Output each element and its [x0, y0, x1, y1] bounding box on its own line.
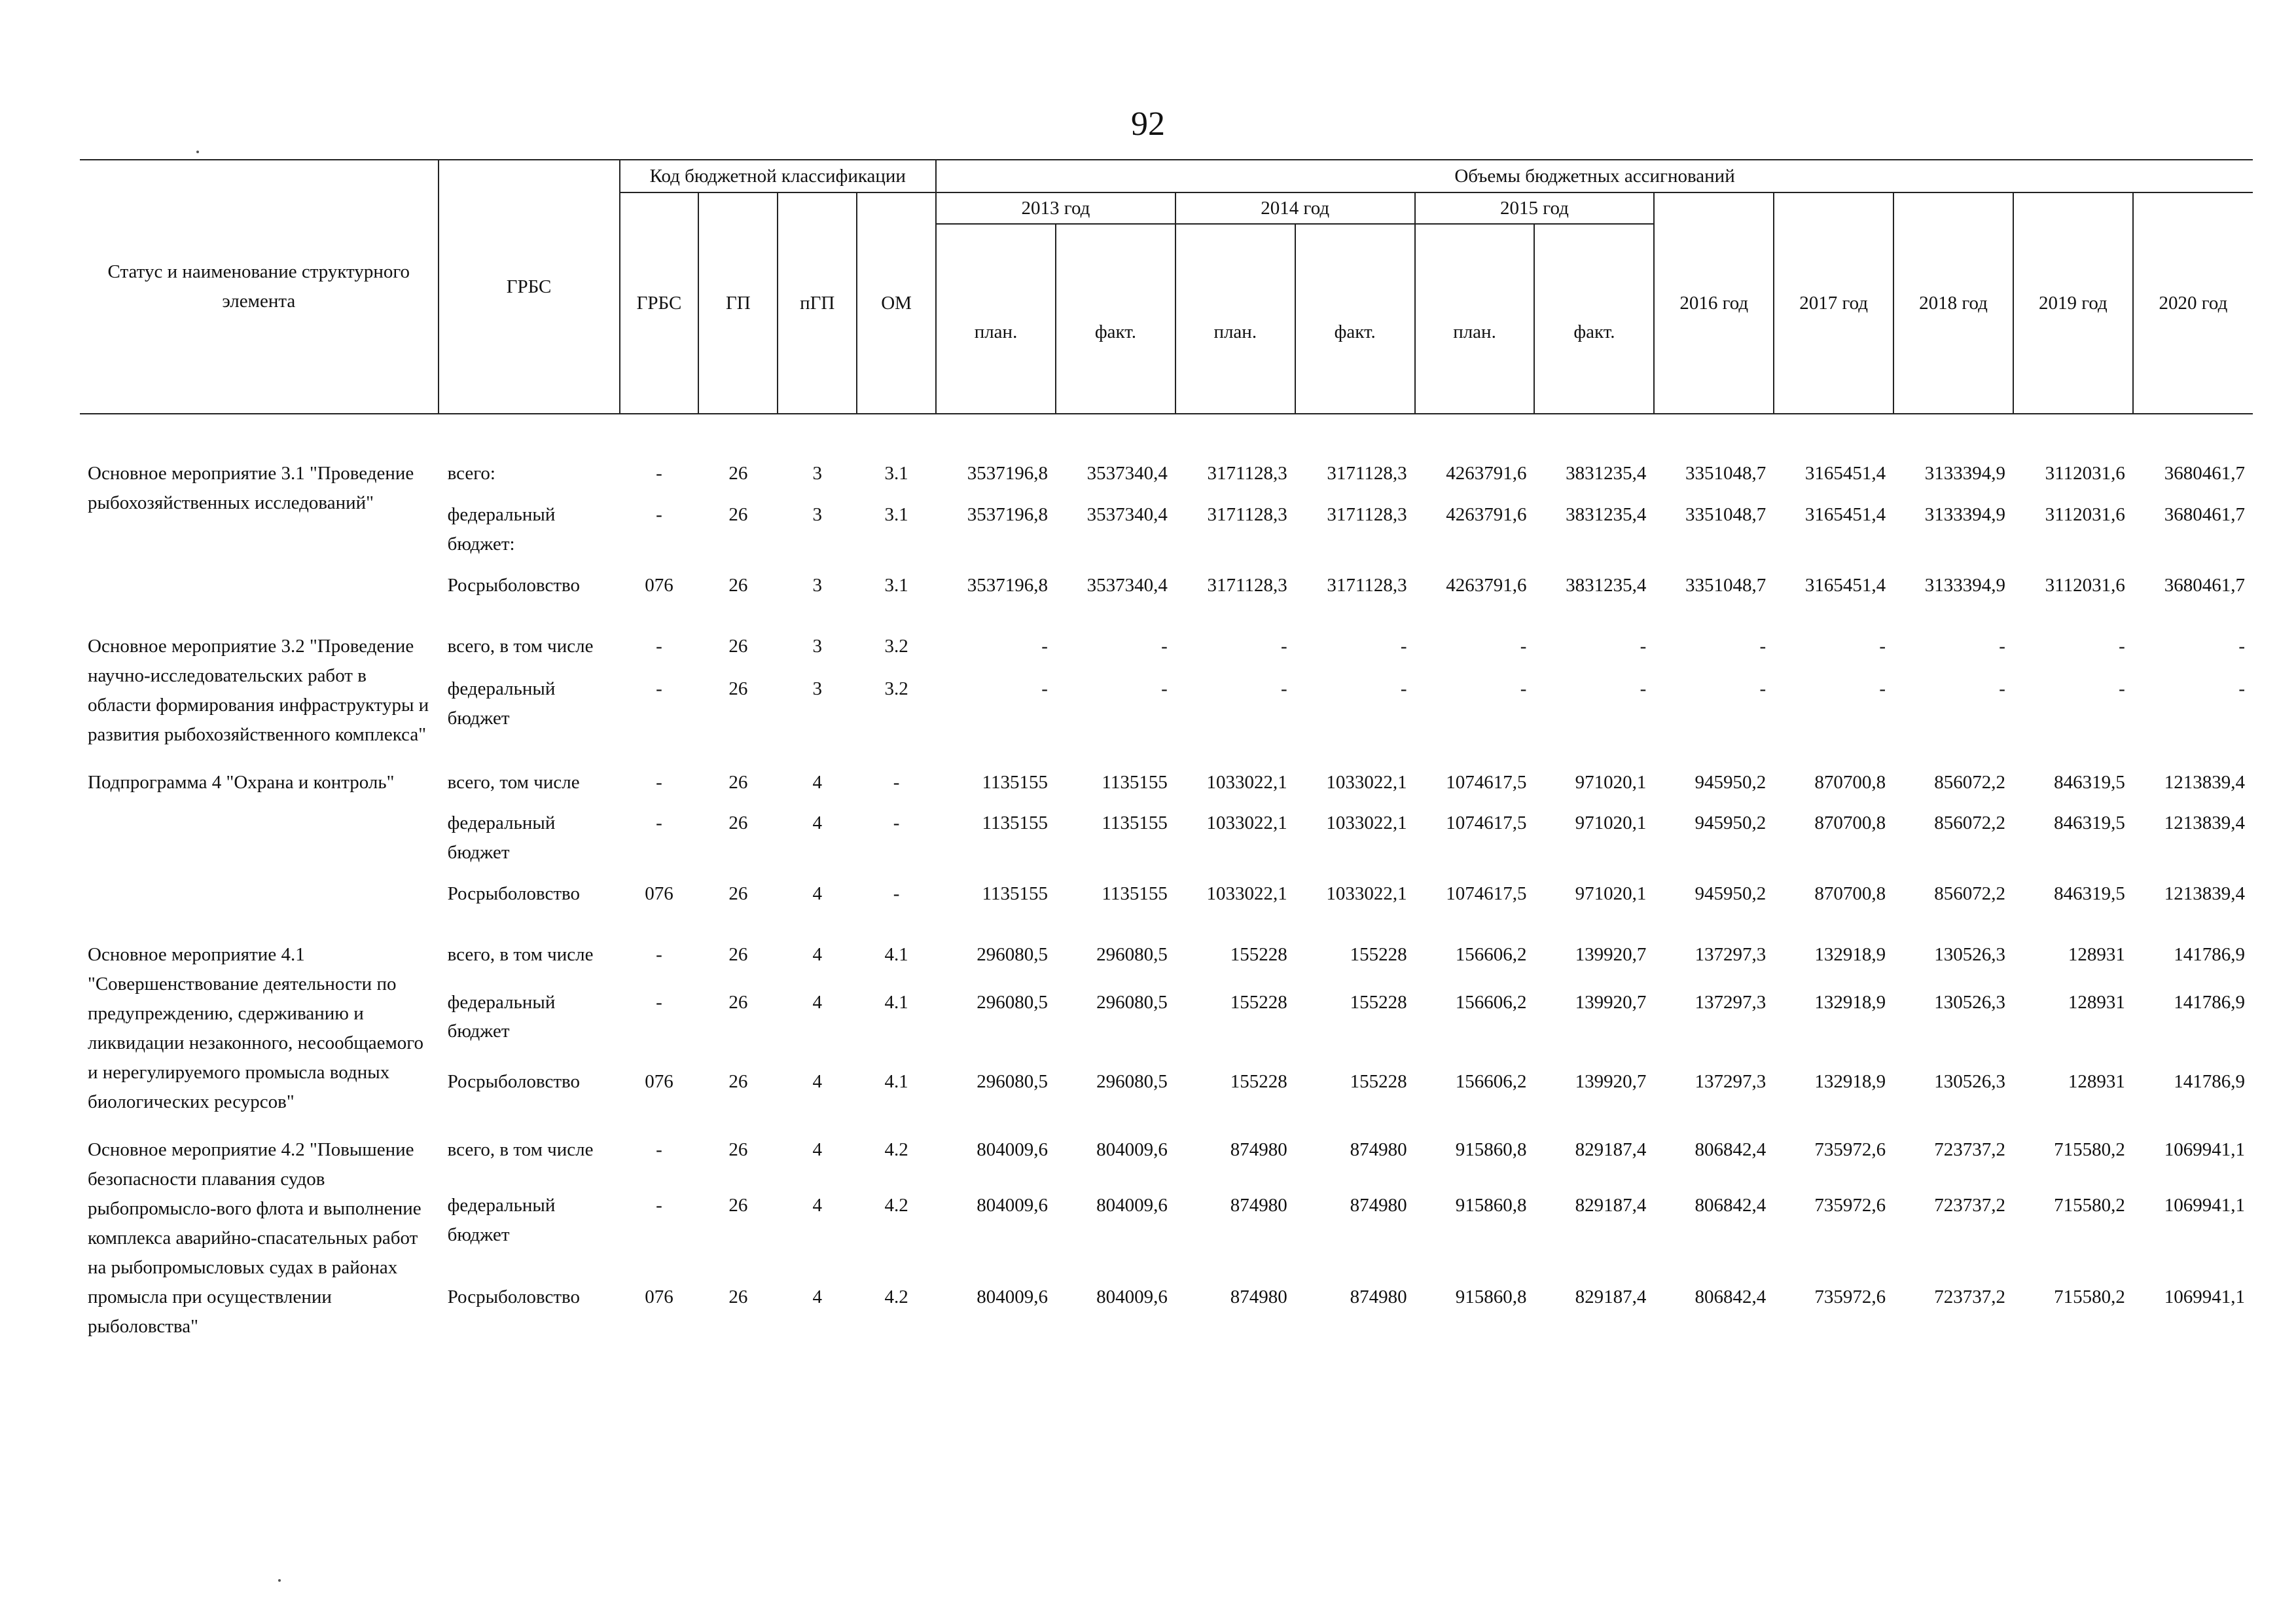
budget-value-cell: 874980 — [1350, 1286, 1407, 1307]
funding-source: федеральный бюджет — [447, 678, 556, 729]
kbk-grbs-cell: - — [656, 1194, 662, 1216]
budget-value-cell: 3165451,4 — [1804, 503, 1886, 525]
budget-value-cell: 1135155 — [1102, 771, 1168, 793]
header-2013-fact: факт. — [1056, 224, 1175, 414]
budget-value-cell: 3165451,4 — [1804, 574, 1886, 596]
header-year-2015: 2015 год — [1415, 192, 1655, 224]
budget-value-cell: 804009,6 — [1096, 1139, 1168, 1160]
budget-value-cell: 1033022,1 — [1326, 883, 1407, 905]
budget-value-cell: 870700,8 — [1814, 883, 1886, 905]
budget-value-cell: 715580,2 — [2054, 1139, 2125, 1160]
kbk-om-cell: 4.1 — [884, 991, 908, 1013]
budget-value-cell: 137297,3 — [1695, 944, 1767, 966]
budget-value-cell: 155228 — [1350, 991, 1407, 1013]
budget-value-cell: - — [1999, 635, 2005, 657]
budget-value-cell: 1074617,5 — [1446, 771, 1527, 793]
budget-value-cell: 804009,6 — [977, 1139, 1048, 1160]
budget-value-cell: 141786,9 — [2174, 1071, 2245, 1093]
kbk-om-cell: 4.1 — [884, 1071, 908, 1093]
kbk-gp-cell: 26 — [728, 1139, 748, 1160]
header-kbk-grbs: ГРБС — [620, 192, 699, 414]
budget-value-cell: 945950,2 — [1695, 771, 1767, 793]
header-year-2019: 2019 год — [2013, 192, 2133, 414]
budget-value-cell: 3171128,3 — [1327, 463, 1407, 484]
header-2015-plan: план. — [1415, 224, 1535, 414]
budget-value-cell: 3133394,9 — [1924, 574, 2005, 596]
budget-value-cell: 296080,5 — [977, 944, 1048, 966]
budget-value-cell: 132918,9 — [1814, 991, 1886, 1013]
kbk-om-cell: - — [893, 771, 900, 793]
budget-value-cell: 1135155 — [982, 812, 1048, 834]
kbk-grbs-cell: - — [656, 463, 662, 484]
budget-value-cell: 3112031,6 — [2045, 574, 2125, 596]
budget-value-cell: 874980 — [1350, 1194, 1407, 1216]
budget-value-cell: 806842,4 — [1695, 1139, 1767, 1160]
header-year-2013: 2013 год — [936, 192, 1175, 224]
budget-value-cell: - — [2119, 635, 2125, 657]
kbk-pgp-cell: 3 — [812, 574, 822, 596]
budget-value-cell: 155228 — [1350, 944, 1407, 966]
kbk-pgp-cell: 3 — [812, 463, 822, 484]
budget-value-cell: 735972,6 — [1814, 1139, 1886, 1160]
budget-value-cell: 130526,3 — [1934, 1071, 2005, 1093]
table-row — [80, 756, 2253, 804]
budget-value-cell: 132918,9 — [1814, 1071, 1886, 1093]
kbk-pgp-cell: 4 — [812, 944, 822, 966]
budget-value-cell: 804009,6 — [977, 1286, 1048, 1307]
budget-value-cell: - — [1281, 678, 1287, 700]
table-row — [80, 928, 2253, 982]
funding-source: всего, в том числе — [447, 944, 594, 966]
budget-value-cell: 846319,5 — [2054, 771, 2125, 793]
budget-value-cell: 829187,4 — [1575, 1139, 1647, 1160]
budget-value-cell: 155228 — [1230, 991, 1287, 1013]
funding-source: Росрыболовство — [447, 1071, 581, 1093]
budget-value-cell: 1135155 — [982, 771, 1048, 793]
kbk-grbs-cell: 076 — [645, 1286, 673, 1307]
budget-value-cell: 3831235,4 — [1566, 463, 1647, 484]
funding-source: федеральный бюджет — [447, 1194, 556, 1245]
structural-element-name: Основное мероприятие 4.2 "Повышение безопасности плавания судов рыбопромысло-вого флота и выполнение комплекса аварийно-спасательных работ на рыбопромысловых судах в районах промысла при осуществлении рыболовства" — [88, 1139, 422, 1337]
kbk-om-cell: - — [893, 812, 900, 834]
funding-source: всего, том числе — [447, 771, 580, 793]
budget-value-cell: 4263791,6 — [1446, 574, 1527, 596]
funding-source: всего: — [447, 463, 495, 484]
kbk-om-cell: 3.2 — [884, 635, 908, 657]
kbk-gp-cell: 26 — [728, 1071, 748, 1093]
table-row — [80, 620, 2253, 669]
budget-value-cell: 128931 — [2068, 944, 2125, 966]
kbk-pgp-cell: 4 — [812, 1286, 822, 1307]
kbk-pgp-cell: 4 — [812, 1139, 822, 1160]
budget-value-cell: 856072,2 — [1934, 883, 2005, 905]
budget-value-cell: - — [1999, 678, 2005, 700]
budget-value-cell: 3351048,7 — [1685, 463, 1767, 484]
budget-value-cell: - — [2238, 678, 2245, 700]
budget-value-cell: 156606,2 — [1455, 1071, 1527, 1093]
budget-value-cell: - — [1400, 678, 1407, 700]
budget-value-cell: - — [1281, 635, 1287, 657]
budget-value-cell: - — [1161, 635, 1168, 657]
budget-value-cell: 3171128,3 — [1207, 463, 1287, 484]
kbk-grbs-cell: - — [656, 944, 662, 966]
header-2014-plan: план. — [1175, 224, 1295, 414]
budget-value-cell: 128931 — [2068, 1071, 2125, 1093]
structural-element-name: Основное мероприятие 3.1 "Проведение рыбохозяйственных исследований" — [88, 463, 414, 513]
kbk-gp-cell: 26 — [728, 771, 748, 793]
budget-value-cell: - — [1400, 635, 1407, 657]
budget-value-cell: 971020,1 — [1575, 771, 1647, 793]
kbk-grbs-cell: 076 — [645, 883, 673, 905]
budget-value-cell: 139920,7 — [1575, 944, 1647, 966]
budget-value-cell: 4263791,6 — [1446, 503, 1527, 525]
kbk-pgp-cell: 4 — [812, 771, 822, 793]
budget-value-cell: 156606,2 — [1455, 991, 1527, 1013]
budget-value-cell: 915860,8 — [1455, 1286, 1527, 1307]
budget-value-cell: 870700,8 — [1814, 812, 1886, 834]
kbk-grbs-cell: - — [656, 1139, 662, 1160]
budget-value-cell: 846319,5 — [2054, 812, 2125, 834]
budget-value-cell: 945950,2 — [1695, 812, 1767, 834]
budget-value-cell: 296080,5 — [977, 1071, 1048, 1093]
budget-value-cell: - — [1879, 635, 1886, 657]
kbk-gp-cell: 26 — [728, 1194, 748, 1216]
budget-value-cell: 829187,4 — [1575, 1286, 1647, 1307]
budget-value-cell: 735972,6 — [1814, 1286, 1886, 1307]
budget-value-cell: 715580,2 — [2054, 1194, 2125, 1216]
header-2013-plan: план. — [936, 224, 1056, 414]
structural-element-name: Основное мероприятие 4.1 "Совершенствование деятельности по предупреждению, сдерживанию и ликвидации незаконного, несообщаемого и нерегулируемого промысла водных биологических ресурсов" — [88, 944, 423, 1112]
funding-source: федеральный бюджет — [447, 991, 556, 1042]
budget-value-cell: 1033022,1 — [1206, 771, 1287, 793]
budget-value-cell: 156606,2 — [1455, 944, 1527, 966]
budget-value-cell: 870700,8 — [1814, 771, 1886, 793]
budget-value-cell: 3133394,9 — [1924, 503, 2005, 525]
scan-speck — [278, 1579, 281, 1582]
budget-value-cell: 874980 — [1350, 1139, 1407, 1160]
structural-element-name: Подпрограмма 4 "Охрана и контроль" — [88, 771, 395, 793]
budget-value-cell: 1069941,1 — [2164, 1194, 2245, 1216]
kbk-gp-cell: 26 — [728, 883, 748, 905]
kbk-om-cell: 4.1 — [884, 944, 908, 966]
budget-value-cell: 856072,2 — [1934, 771, 2005, 793]
budget-value-cell: 915860,8 — [1455, 1139, 1527, 1160]
budget-value-cell: 3171128,3 — [1207, 574, 1287, 596]
budget-value-cell: 1033022,1 — [1326, 812, 1407, 834]
budget-value-cell: 874980 — [1230, 1286, 1287, 1307]
funding-source: Росрыболовство — [447, 1286, 581, 1307]
kbk-pgp-cell: 3 — [812, 503, 822, 525]
budget-value-cell: 296080,5 — [1096, 944, 1168, 966]
kbk-grbs-cell: - — [656, 771, 662, 793]
budget-value-cell: - — [1640, 635, 1647, 657]
budget-value-cell: 3680461,7 — [2164, 503, 2245, 525]
budget-value-cell: 130526,3 — [1934, 944, 2005, 966]
funding-source: Росрыболовство — [447, 574, 581, 596]
budget-value-cell: 3537196,8 — [967, 503, 1048, 525]
budget-value-cell: 3831235,4 — [1566, 503, 1647, 525]
budget-value-cell: 856072,2 — [1934, 812, 2005, 834]
budget-value-cell: 3112031,6 — [2045, 463, 2125, 484]
budget-value-cell: - — [1879, 678, 1886, 700]
header-year-2018: 2018 год — [1893, 192, 2013, 414]
header-kbk-pgp: пГП — [778, 192, 857, 414]
kbk-grbs-cell: 076 — [645, 574, 673, 596]
kbk-gp-cell: 26 — [728, 1286, 748, 1307]
budget-value-cell: 1074617,5 — [1446, 812, 1527, 834]
budget-value-cell: 132918,9 — [1814, 944, 1886, 966]
funding-source: всего, в том числе — [447, 635, 594, 657]
header-kbk-om: ОМ — [857, 192, 936, 414]
budget-value-cell: - — [1041, 678, 1048, 700]
budget-value-cell: 1135155 — [982, 883, 1048, 905]
budget-value-cell: 806842,4 — [1695, 1194, 1767, 1216]
kbk-gp-cell: 26 — [728, 503, 748, 525]
budget-value-cell: 141786,9 — [2174, 991, 2245, 1013]
budget-value-cell: 130526,3 — [1934, 991, 2005, 1013]
scan-speck — [196, 151, 199, 153]
budget-value-cell: 1213839,4 — [2164, 771, 2245, 793]
kbk-pgp-cell: 4 — [812, 991, 822, 1013]
budget-value-cell: 296080,5 — [977, 991, 1048, 1013]
budget-value-cell: 806842,4 — [1695, 1286, 1767, 1307]
budget-value-cell: 1213839,4 — [2164, 812, 2245, 834]
budget-value-cell: 137297,3 — [1695, 1071, 1767, 1093]
kbk-pgp-cell: 4 — [812, 1194, 822, 1216]
budget-value-cell: 971020,1 — [1575, 883, 1647, 905]
header-year-2014: 2014 год — [1175, 192, 1415, 224]
budget-value-cell: 3112031,6 — [2045, 503, 2125, 525]
budget-value-cell: 1069941,1 — [2164, 1139, 2245, 1160]
header-2015-fact: факт. — [1534, 224, 1654, 414]
budget-table — [80, 159, 2253, 1347]
header-volumes-group: Объемы бюджетных ассигнований — [936, 160, 2253, 192]
kbk-om-cell: 3.1 — [884, 574, 908, 596]
budget-value-cell: 723737,2 — [1934, 1194, 2005, 1216]
budget-value-cell: 915860,8 — [1455, 1194, 1527, 1216]
budget-value-cell: 1135155 — [1102, 883, 1168, 905]
budget-value-cell: 3831235,4 — [1566, 574, 1647, 596]
structural-element-name: Основное мероприятие 3.2 "Проведение научно-исследовательских работ в области формирования инфраструктуры и развития рыбохозяйственного комплекса" — [88, 635, 429, 745]
budget-value-cell: - — [1520, 678, 1527, 700]
kbk-pgp-cell: 3 — [812, 678, 822, 700]
header-year-2020: 2020 год — [2133, 192, 2253, 414]
kbk-om-cell: 4.2 — [884, 1139, 908, 1160]
budget-value-cell: 804009,6 — [977, 1194, 1048, 1216]
kbk-pgp-cell: 4 — [812, 883, 822, 905]
kbk-gp-cell: 26 — [728, 678, 748, 700]
budget-value-cell: 1033022,1 — [1326, 771, 1407, 793]
budget-value-cell: 3165451,4 — [1804, 463, 1886, 484]
budget-value-cell: 3351048,7 — [1685, 503, 1767, 525]
kbk-grbs-cell: 076 — [645, 1071, 673, 1093]
kbk-grbs-cell: - — [656, 678, 662, 700]
budget-value-cell: 139920,7 — [1575, 991, 1647, 1013]
kbk-om-cell: - — [893, 883, 900, 905]
kbk-gp-cell: 26 — [728, 944, 748, 966]
budget-value-cell: 735972,6 — [1814, 1194, 1886, 1216]
budget-value-cell: - — [1520, 635, 1527, 657]
funding-source: всего, в том числе — [447, 1139, 594, 1160]
table-header — [80, 160, 2253, 414]
budget-value-cell: 155228 — [1230, 944, 1287, 966]
budget-value-cell: 874980 — [1230, 1194, 1287, 1216]
budget-value-cell: 829187,4 — [1575, 1194, 1647, 1216]
budget-value-cell: 804009,6 — [1096, 1194, 1168, 1216]
page-number: 92 — [1131, 105, 1165, 143]
budget-value-cell: 3171128,3 — [1207, 503, 1287, 525]
kbk-gp-cell: 26 — [728, 812, 748, 834]
budget-value-cell: 3537196,8 — [967, 463, 1048, 484]
budget-value-cell: 1033022,1 — [1206, 812, 1287, 834]
kbk-om-cell: 4.2 — [884, 1286, 908, 1307]
budget-value-cell: 3133394,9 — [1924, 463, 2005, 484]
budget-value-cell: 3680461,7 — [2164, 463, 2245, 484]
kbk-om-cell: 4.2 — [884, 1194, 908, 1216]
budget-value-cell: 3537196,8 — [967, 574, 1048, 596]
kbk-gp-cell: 26 — [728, 463, 748, 484]
header-kbk-gp: ГП — [698, 192, 778, 414]
header-kbk-group: Код бюджетной классификации — [620, 160, 937, 192]
budget-value-cell: 3351048,7 — [1685, 574, 1767, 596]
budget-value-cell: 141786,9 — [2174, 944, 2245, 966]
funding-source: федеральный бюджет: — [447, 503, 556, 555]
header-2014-fact: факт. — [1295, 224, 1415, 414]
kbk-pgp-cell: 3 — [812, 635, 822, 657]
budget-value-cell: 971020,1 — [1575, 812, 1647, 834]
budget-value-cell: 3537340,4 — [1086, 574, 1168, 596]
kbk-pgp-cell: 4 — [812, 812, 822, 834]
budget-value-cell: 3171128,3 — [1327, 574, 1407, 596]
budget-value-cell: - — [1759, 678, 1767, 700]
funding-source: федеральный бюджет — [447, 812, 556, 864]
budget-value-cell: 874980 — [1230, 1139, 1287, 1160]
kbk-grbs-cell: - — [656, 812, 662, 834]
table-body — [80, 414, 2253, 1347]
table-row — [80, 454, 2253, 495]
budget-value-cell: 1069941,1 — [2164, 1286, 2245, 1307]
header-grbs-column: ГРБС — [439, 160, 620, 414]
budget-value-cell: - — [1759, 635, 1767, 657]
budget-value-cell: 1074617,5 — [1446, 883, 1527, 905]
budget-value-cell: 128931 — [2068, 991, 2125, 1013]
budget-value-cell: 3171128,3 — [1327, 503, 1407, 525]
kbk-om-cell: 3.1 — [884, 463, 908, 484]
budget-value-cell: 846319,5 — [2054, 883, 2125, 905]
budget-value-cell: 137297,3 — [1695, 991, 1767, 1013]
kbk-gp-cell: 26 — [728, 991, 748, 1013]
budget-value-cell: - — [1041, 635, 1048, 657]
budget-value-cell: 1213839,4 — [2164, 883, 2245, 905]
kbk-om-cell: 3.2 — [884, 678, 908, 700]
budget-value-cell: - — [1161, 678, 1168, 700]
budget-value-cell: 155228 — [1350, 1071, 1407, 1093]
header-year-2017: 2017 год — [1774, 192, 1893, 414]
budget-value-cell: 296080,5 — [1096, 991, 1168, 1013]
header-name-column: Статус и наименование структурного элемента — [80, 160, 439, 414]
budget-value-cell: 723737,2 — [1934, 1286, 2005, 1307]
budget-value-cell: - — [1640, 678, 1647, 700]
budget-value-cell: 945950,2 — [1695, 883, 1767, 905]
budget-value-cell: - — [2119, 678, 2125, 700]
header-year-2016: 2016 год — [1654, 192, 1774, 414]
budget-value-cell: 723737,2 — [1934, 1139, 2005, 1160]
kbk-gp-cell: 26 — [728, 635, 748, 657]
budget-value-cell: 1135155 — [1102, 812, 1168, 834]
kbk-grbs-cell: - — [656, 503, 662, 525]
budget-value-cell: 1033022,1 — [1206, 883, 1287, 905]
budget-value-cell: 4263791,6 — [1446, 463, 1527, 484]
kbk-grbs-cell: - — [656, 635, 662, 657]
kbk-gp-cell: 26 — [728, 574, 748, 596]
budget-value-cell: 155228 — [1230, 1071, 1287, 1093]
budget-value-cell: 139920,7 — [1575, 1071, 1647, 1093]
budget-value-cell: 3680461,7 — [2164, 574, 2245, 596]
table-row — [80, 1123, 2253, 1186]
kbk-om-cell: 3.1 — [884, 503, 908, 525]
budget-value-cell: 3537340,4 — [1086, 463, 1168, 484]
kbk-pgp-cell: 4 — [812, 1071, 822, 1093]
budget-value-cell: 804009,6 — [1096, 1286, 1168, 1307]
budget-value-cell: 296080,5 — [1096, 1071, 1168, 1093]
funding-source: Росрыболовство — [447, 883, 581, 905]
budget-value-cell: - — [2238, 635, 2245, 657]
budget-value-cell: 715580,2 — [2054, 1286, 2125, 1307]
kbk-grbs-cell: - — [656, 991, 662, 1013]
budget-value-cell: 3537340,4 — [1086, 503, 1168, 525]
